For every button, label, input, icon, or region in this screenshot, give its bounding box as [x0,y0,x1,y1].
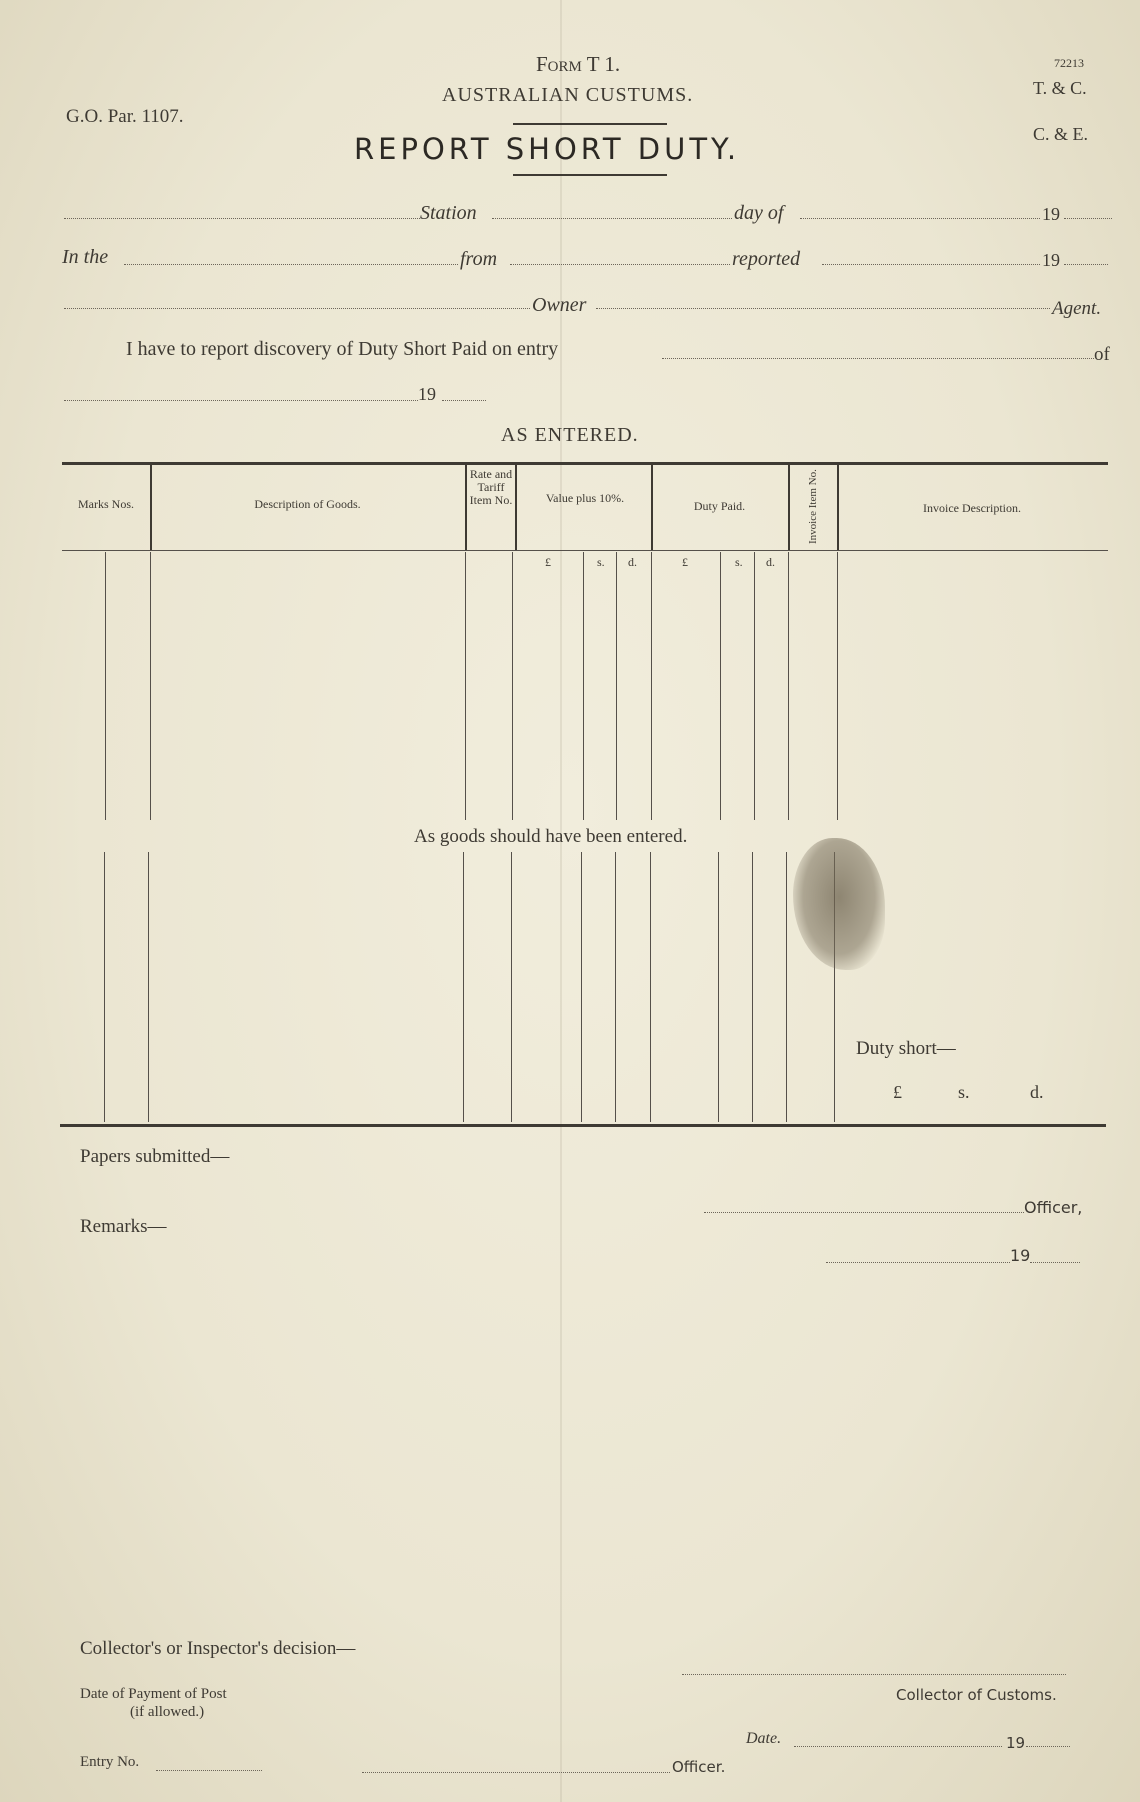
title-rule-top [513,123,667,125]
station-blank [64,218,420,219]
code-ce: C. & E. [1033,124,1089,144]
body-line-2 [150,552,151,820]
station-label: Station [420,202,477,224]
year-label-2: 19 [1042,250,1060,270]
year-blank-2 [1064,264,1108,265]
year-label-5: 19 [1006,1734,1026,1752]
go-reference: G.O. Par. 1107. [66,106,184,127]
date-of-payment-label: Date of Payment of Post [80,1686,227,1702]
lower-line-5 [581,852,582,1122]
officer-signature-blank [704,1212,1024,1213]
day-of-label: day of [734,202,784,224]
header-divider-3 [515,462,517,550]
col-invoice-description: Invoice Description. [923,501,1021,515]
body-line-1 [105,552,106,820]
from-blank [510,264,730,265]
duty-short-pound: £ [893,1082,902,1102]
entry-no-blank [156,1770,262,1771]
year-label-1: 19 [1042,204,1060,224]
code-tc: T. & C. [1033,78,1087,98]
table-bottom-rule [60,1124,1106,1127]
lower-line-9 [752,852,753,1122]
vessel-blank [124,264,458,265]
body-line-6 [616,552,617,820]
collector-signature-blank [682,1674,1066,1675]
duty-short-pence: d. [1030,1082,1044,1102]
col-rate-tariff: Rate and Tariff Item No. [469,467,513,507]
duty-pound: £ [682,555,688,569]
of-label: of [1094,344,1110,365]
year-blank-3 [442,400,486,401]
entry-no-label: Entry No. [80,1754,140,1770]
papers-submitted-label: Papers submitted— [80,1146,230,1167]
reported-blank [822,264,1040,265]
body-line-9 [754,552,755,820]
year-blank-4 [1030,1262,1080,1263]
station-name-blank [492,218,732,219]
decision-label: Collector's or Inspector's decision— [80,1638,356,1659]
entry-date-blank [64,400,418,401]
reported-label: reported [732,248,801,270]
body-line-7 [651,552,652,820]
if-allowed-label: (if allowed.) [130,1704,205,1720]
agent-blank [596,308,1050,309]
from-label: from [460,248,498,270]
body-line-8 [720,552,721,820]
year-blank-1 [1064,218,1112,219]
collector-of-customs-label: Collector of Customs. [896,1686,1057,1704]
value-pence: d. [628,555,637,569]
ink-stain [793,838,885,970]
owner-blank [64,308,530,309]
remarks-label: Remarks— [80,1216,167,1237]
year-label-3: 19 [418,384,436,404]
code-number: 72213 [1054,56,1084,70]
col-description: Description of Goods. [254,497,361,511]
decision-date-blank [794,1746,1002,1747]
col-invoice-item-no [790,468,836,548]
col-marks-nos: Marks Nos. [78,497,134,511]
body-line-10 [788,552,789,820]
header-bottom-rule [62,550,1108,551]
duty-short-label: Duty short— [856,1038,956,1059]
in-the-label: In the [62,246,109,268]
paper-fold [560,0,562,1802]
as-entered-heading: AS ENTERED. [501,424,639,446]
value-shillings: s. [597,555,605,569]
duty-short-shillings: s. [958,1082,970,1102]
owner-label: Owner [532,294,587,316]
officer-label-2: Officer. [672,1758,726,1776]
invoice-item-no-text: Invoice Item No. [807,469,819,544]
body-line-3 [465,552,466,820]
title-rule-bottom [513,174,667,176]
page-title: REPORT SHORT DUTY. [354,132,741,166]
department-name: AUSTRALIAN CUSTUMS. [442,84,694,106]
year-blank-5 [1026,1746,1070,1747]
agent-label: Agent. [1052,298,1102,319]
lower-line-4 [511,852,512,1122]
table-top-rule [62,462,1108,465]
year-label-4: 19 [1010,1246,1031,1265]
lower-line-7 [650,852,651,1122]
duty-shillings: s. [735,555,743,569]
report-statement: I have to report discovery of Duty Short Paid on entry [126,338,559,360]
body-line-11 [837,552,838,820]
lower-line-1 [104,852,105,1122]
col-value: Value plus 10%. [545,491,625,505]
body-line-5 [583,552,584,820]
col-duty-paid: Duty Paid. [693,499,746,513]
date-blank [800,218,1040,219]
value-pound: £ [545,555,551,569]
date-label: Date. [746,1730,782,1747]
lower-line-3 [463,852,464,1122]
lower-line-6 [615,852,616,1122]
lower-line-2 [148,852,149,1122]
entry-blank [662,358,1094,359]
final-officer-blank [362,1772,670,1773]
officer-label: Officer, [1024,1198,1083,1217]
lower-line-8 [718,852,719,1122]
duty-pence: d. [766,555,775,569]
body-line-4 [512,552,513,820]
remarks-date-blank [826,1262,1010,1263]
form-number: Form T 1. [536,52,621,76]
goods-should-have-been-entered: As goods should have been entered. [414,826,688,847]
lower-line-10 [786,852,787,1122]
